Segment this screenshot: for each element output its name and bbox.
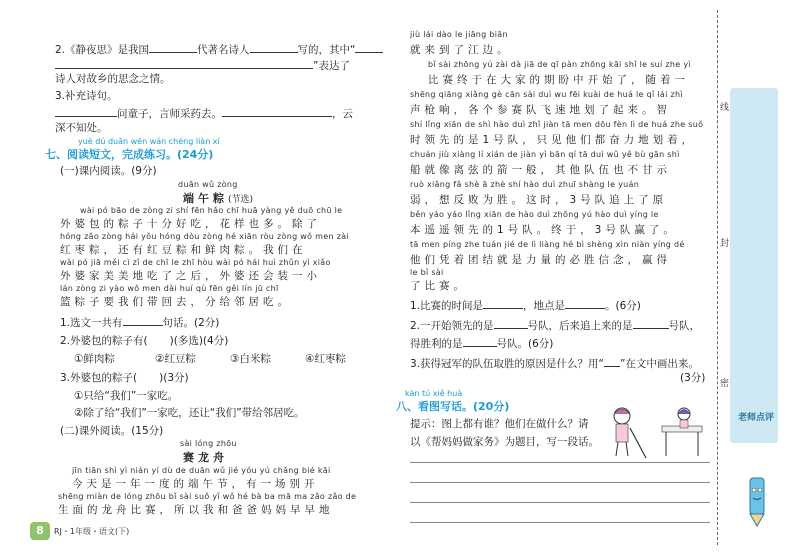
binding-label-bot: 密 xyxy=(720,379,730,389)
q7-2-opt2: ②红豆粽 xyxy=(155,353,196,365)
p2: 红枣粽，还有红豆粽和鲜肉粽。我们在 xyxy=(60,244,307,256)
r8-pinyin: tā men píng zhe tuán jié de lì liàng hé bì shèng xìn niàn yíng dé xyxy=(410,240,685,249)
p3: 外婆家美美地吃了之后，外婆还会装一小 xyxy=(60,270,321,282)
r4-pinyin: shí lǐng xiān de shì hào duì zhǐ jiàn tā men dōu fèn lì de huá zhe suǒ xyxy=(410,120,704,129)
prompt-line1: 提示：图上都有谁？他们在做什么？请 xyxy=(410,418,589,430)
teacher-comment-panel xyxy=(730,88,778,443)
rq3: 3.获得冠军的队伍取胜的原因是什么？用“ ”在文中画出来。 xyxy=(410,358,699,370)
s1-pinyin: jīn tiān shì yì nián yí dù de duān wǔ jié yóu yú chǎng bié kāi xyxy=(72,466,331,475)
p2-pinyin: hóng zǎo zòng hái yǒu hóng dòu zòng hé xiān ròu zòng wǒ men zài xyxy=(60,232,349,241)
binding-label-mid: 封 xyxy=(720,239,730,249)
r7-pinyin: běn yáo yáo lǐng xiān de hào duì zhōng yú hào duì yíng le xyxy=(410,210,659,219)
r1-pinyin: jiù lái dào le jiāng biān xyxy=(410,30,508,39)
q7-2-opt1: ①鲜肉粽 xyxy=(74,353,115,365)
q7-1: 1.选文一共有 句话。(2分) xyxy=(60,317,220,329)
s2-pinyin: shēng miàn de lóng zhōu bǐ sài suǒ yǐ wǒ hé bà ba mā ma zǎo zǎo de xyxy=(58,492,357,501)
r6: 弱，想反败为胜。这时，3号队追上了原 xyxy=(410,194,668,206)
r3: 声枪响，各个参赛队飞速地划了起来。智 xyxy=(410,104,671,116)
q7-2: 2.外婆包的粽子有( )(多选)(4分) xyxy=(60,335,229,347)
part2-title: (二)课外阅读。(15分) xyxy=(60,425,164,437)
rq2: 2.一开始领先的是 号队，后来追上来的是 号队， xyxy=(410,320,701,332)
q7-2-opt3: ③白米粽 xyxy=(230,353,271,365)
sec7-title: 七、阅读短文，完成练习。(24分) xyxy=(45,148,214,161)
p4-pinyin: lán zòng zi yào wǒ men dài huí qù fēn gěi lín jū chī xyxy=(60,284,279,293)
rq1: 1.比赛的时间是 ，地点是 。(6分) xyxy=(410,300,641,312)
r5: 船就像离弦的箭一般，其他队伍也不甘示 xyxy=(410,164,671,176)
title2-pinyin: sài lóng zhōu xyxy=(180,439,237,448)
s2: 生面的龙舟比赛，所以我和爸爸妈妈早早地 xyxy=(58,504,334,516)
pencil-mascot-icon xyxy=(738,470,778,530)
title1-pinyin: duān wǔ zòng xyxy=(178,180,238,189)
r5-pinyin: chuán jiù xiàng lí xián de jiàn yì bān qí tā duì wǔ yě bù gān shì xyxy=(410,150,680,159)
q3-title: 3.补充诗句。 xyxy=(55,90,118,102)
q7-3: 3.外婆包的粽子( )(3分) xyxy=(60,372,189,384)
q7-2-opt4: ④红枣粽 xyxy=(305,353,346,365)
title1: 端午粽(节选) xyxy=(183,192,254,205)
r9-pinyin: le bǐ sài xyxy=(410,268,444,277)
r7: 本遥遥领先的1号队。终于，3号队赢了。 xyxy=(410,224,678,236)
r9: 了比赛。 xyxy=(410,280,468,292)
r1: 就来到了江边。 xyxy=(410,44,512,56)
page-footer: RJ・1年级・语文(下) xyxy=(54,527,130,536)
r2-pinyin: bǐ sài zhōng yú zài dà jiā de qī pàn zhōng kāi shǐ le suí zhe yì xyxy=(428,60,691,69)
writing-line-3[interactable] xyxy=(410,502,710,503)
q3-line1: 问童子，言师采药去。 ，云 xyxy=(55,106,353,120)
q2-line3: 诗人对故乡的思念之情。 xyxy=(55,73,171,85)
sec8-pinyin: kàn tú xiě huà xyxy=(405,389,463,398)
writing-line-1[interactable] xyxy=(410,462,710,463)
q2-line2: ”表达了 xyxy=(55,58,350,72)
writing-line-4[interactable] xyxy=(410,522,710,523)
title2: 赛龙舟 xyxy=(183,451,228,464)
p3-pinyin: wài pó jiā měi cì zǐ de chī le zhī hòu wài pó hái huì zhǔn yì xiǎo xyxy=(60,258,331,267)
prompt-line2: 以《帮妈妈做家务》为题目，写一段话。 xyxy=(410,436,599,448)
p1-pinyin: wài pó bāo de zòng zi shí fēn hǎo chī huā yàng yě duō chū le xyxy=(80,206,343,215)
r3-pinyin: shēng qiāng xiǎng gè cān sài duì wu fēi kuài de huá le qǐ lái zhì xyxy=(410,90,683,99)
page-number: 8 xyxy=(30,522,50,540)
p4: 篮粽子要我们带回去，分给邻居吃。 xyxy=(60,296,292,308)
q7-3-opt2: ②除了给“我们”一家吃，还让“我们”带给邻居吃。 xyxy=(74,407,305,419)
r6-pinyin: ruò xiǎng fǎ shè ā zhè shí hào duì zhuī shàng le yuán xyxy=(410,180,640,189)
rq3-points: (3分) xyxy=(680,372,706,384)
r8: 他们凭着团结就是力量的必胜信念，赢得 xyxy=(410,254,671,266)
writing-line-2[interactable] xyxy=(410,482,710,483)
part1-title: (一)课内阅读。(9分) xyxy=(60,165,157,177)
sec7-pinyin: yuè dú duǎn wén wán chéng liàn xí xyxy=(78,137,220,146)
housework-illustration xyxy=(600,402,710,462)
sec8-title: 八、看图写话。(20分) xyxy=(396,400,510,413)
s1: 今天是一年一度的端午节，有一场别开 xyxy=(72,478,319,490)
binding-label-top: 线 xyxy=(720,103,730,113)
teacher-comment-title: 老师点评 xyxy=(738,413,775,423)
r4: 时领先的是1号队，只见他们都奋力地划着， xyxy=(410,134,697,146)
binding-dashed-line xyxy=(717,10,718,545)
q3-line2: 深不知处。 xyxy=(55,122,108,134)
p1: 外婆包的粽子十分好吃，花样也多。除了 xyxy=(60,218,321,230)
q2-line1: 2.《静夜思》是我国 代著名诗人 写的，其中“ xyxy=(55,42,383,56)
r2: 比赛终于在大家的期盼中开始了，随着一 xyxy=(428,74,689,86)
q7-3-opt1: ①只给“我们”一家吃。 xyxy=(74,390,179,402)
rq2-line2: 得胜利的是 号队。(6分) xyxy=(410,338,554,350)
